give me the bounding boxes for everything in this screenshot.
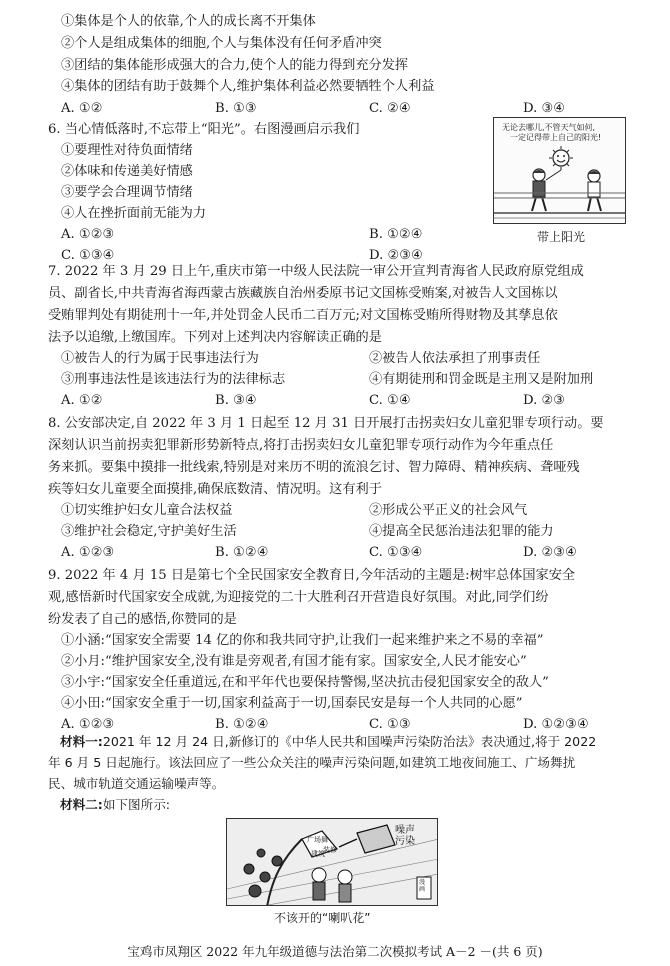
q7-item-1: ①被告人的行为属于民事违法行为 [61,351,259,366]
sunshine-cartoon [493,117,626,224]
q8-line-2: 深刻认识当前拐卖犯罪新形势新特点,将打击拐卖妇女儿童犯罪专项行动作为今年重点任 [48,438,554,453]
q8-item-1: ①切实维护妇女儿童合法权益 [61,503,233,518]
cartoon-stamp: 漫画 [419,879,426,893]
q8-line-1: 8. 公安部决定,自 2022 年 3 月 1 日起至 12 月 31 日开展打击拐卖妇女儿童犯罪专项行动。要 [48,416,604,431]
q6-option-b: B. ①②④ [369,227,423,242]
q8-item-3: ③维护社会稳定,守护美好生活 [61,524,237,539]
q8-option-a: A. ①②③ [61,545,115,560]
q9-line-1: 9. 2022 年 4 月 15 日是第七个全民国家安全教育日,今年活动的主题是:树牢总体国家安全 [48,568,576,583]
q5-item-3: ③团结的集体能形成强大的合力,使个人的能力得到充分发挥 [61,58,409,73]
material1-line-1: 2021 年 12 月 24 日,新修订的《中华人民共和国噪声污染防治法》表决通过,将于 2022 [102,734,597,749]
q9-item-2: ②小月:“维护国家安全,没有谁是旁观者,有国才能有家。国家安全,人民才能安心” [61,654,527,669]
q8-option-d: D. ②③④ [523,545,577,560]
q8-item-2: ②形成公平正义的社会风气 [369,503,528,518]
horn-label-construction: 建筑 [311,850,325,858]
noise-label: 噪声污染 [395,825,415,847]
q6-option-d: D. ②③④ [369,248,423,263]
q7-line-1: 7. 2022 年 3 月 29 日上午,重庆市第一中级人民法院一审公开宣判青海省人民政府原党组成 [48,264,584,279]
q9-option-d: D. ①②③④ [523,717,589,732]
q9-option-a: A. ①②③ [61,717,115,732]
material2-label: 材料二: [60,797,103,812]
q7-option-b: B. ③④ [215,393,257,408]
q7-line-4: 法予以追缴,上缴国库。下列对上述判决内容解读正确的是 [48,330,382,345]
cartoon-speech-1: 无论去哪儿,不管天气如何, [502,123,596,132]
cartoon-caption: 带上阳光 [537,230,586,244]
q9-line-2: 观,感悟新时代国家安全成就,为迎接党的二十大胜利召开营造良好氛围。对此,同学们纷 [48,590,549,605]
q7-line-2: 员、副省长,中共青海省海西蒙古族藏族自治州委原书记文国栋受贿案,对被告人文国栋以 [48,286,558,301]
q5-option-c: C. ②④ [369,101,411,116]
q6-item-3: ③要学会合理调节情绪 [61,185,193,200]
material1-line-2: 年 6 月 5 日起施行。该法回应了一些公众关注的噪声污染问题,如建筑工地夜间施工、广场舞扰 [48,755,576,770]
q5-option-a: A. ①② [61,101,103,116]
q6-item-4: ④人在挫折面前无能为力 [61,206,207,221]
q5-item-2: ②个人是组成集体的细胞,个人与集体没有任何矛盾冲突 [61,36,382,51]
material2-text: 如下图所示: [102,797,171,812]
q9-item-3: ③小宇:“国家安全任重道远,在和平年代也要保持警惕,坚决抗击侵犯国家安全的敌人” [61,675,549,690]
q8-option-c: C. ①③④ [369,545,423,560]
noise-pollution-cartoon [226,818,438,906]
q5-item-4: ④集体的团结有助于鼓舞个人,维护集体利益必然要牺牲个人利益 [61,79,435,94]
q7-option-d: D. ②③ [523,393,566,408]
material1-line-3: 民、城市轨道交通运输噪声等。 [48,776,225,791]
q9-item-4: ④小田:“国家安全重于一切,国家利益高于一切,国泰民安是每一个人共同的心愿” [61,696,523,711]
horn-label-dance: 广场舞 [307,836,328,844]
q9-option-b: B. ①②④ [215,717,269,732]
q6-stem: 6. 当心情低落时,不忘带上“阳光”。右图漫画启示我们 [48,122,360,137]
material1-block [60,732,596,752]
q7-option-c: C. ①④ [369,393,411,408]
q5-option-d: D. ③④ [523,101,566,116]
cartoon-speech-2: 一定记得带上自己的阳光! [510,133,602,142]
page-footer: 宝鸡市凤翔区 2022 年九年级道德与法治第二次模拟考试 A－2 －(共 6 页) [127,944,543,959]
q5-option-b: B. ①③ [215,101,257,116]
q8-option-b: B. ①②④ [215,545,269,560]
q9-option-c: C. ①③ [369,717,411,732]
q9-line-3: 纷发表了自己的感悟,你赞同的是 [48,612,237,627]
q5-item-1: ①集体是个人的依靠,个人的成长离不开集体 [61,14,316,29]
q6-item-1: ①要理性对待负面情绪 [61,143,193,158]
q6-item-2: ②体味和传递美好情感 [61,164,193,179]
q8-line-4: 疾等妇女儿童要全面摸排,确保底数清、情况明。这有利于 [48,482,382,497]
q7-item-2: ②被告人依法承担了刑事责任 [369,351,541,366]
q7-item-3: ③刑事违法性是该违法行为的法律标志 [61,372,286,387]
q9-item-1: ①小涵:“国家安全需要 14 亿的你和我共同守护,让我们一起来维护来之不易的幸福” [61,633,544,648]
q6-option-a: A. ①②③ [61,227,115,242]
material1-label: 材料一: [60,734,103,749]
q7-option-a: A. ①② [61,393,103,408]
q7-line-3: 受贿罪判处有期徒刑十一年,并处罚金人民币二百万元;对文国栋受贿所得财物及其孳息依 [48,308,558,323]
q8-item-4: ④提高全民惩治违法犯罪的能力 [369,524,554,539]
q6-option-c: C. ①③④ [61,248,115,263]
q8-line-3: 务来抓。要集中摸排一批线索,特别是对来历不明的流浪乞讨、智力障碍、精神疾病、聋哑残 [48,460,580,475]
q7-item-4: ④有期徒刑和罚金既是主刑又是附加刑 [369,372,594,387]
noise-cartoon-caption: 不该开的“喇叭花” [274,911,371,925]
horn-label-renovation: 装修 [323,846,337,854]
material2-block [60,795,170,815]
cartoon-drawing [494,118,626,224]
